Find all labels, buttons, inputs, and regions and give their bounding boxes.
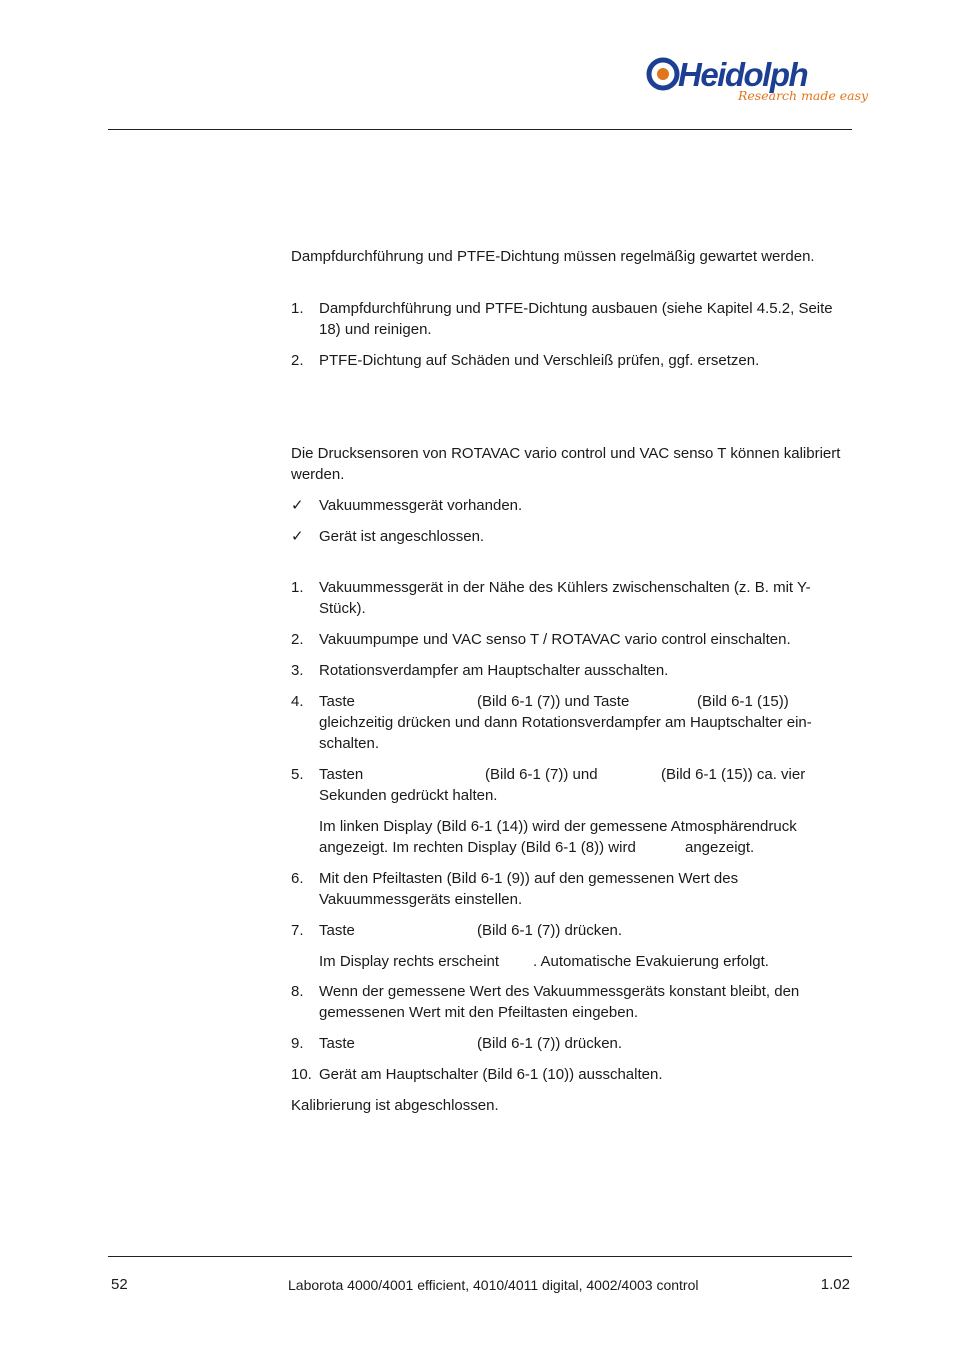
step-number: 9. [291,1035,304,1052]
step-text: (Bild 6-1 (15)) ca. vier [661,766,806,783]
step-text: Gerät am Hauptschalter (Bild 6-1 (10)) ausschalten. [319,1066,663,1083]
step-number: 2. [291,631,304,648]
step-text: Vakuumpumpe und VAC senso T / ROTAVAC vario control einschalten. [319,631,791,648]
heidolph-logo [640,50,869,114]
step-number: 4. [291,693,304,710]
step-text: Taste [319,922,355,939]
page-number: 52 [111,1276,128,1293]
logo-mark-icon [646,54,680,94]
step-note: Im Display rechts erscheint [319,953,500,970]
step-number: 5. [291,766,304,783]
footer-divider [108,1256,852,1257]
step-text: PTFE-Dichtung auf Schäden und Verschleiß prüfen, ggf. ersetzen. [319,352,760,369]
step-text: (Bild 6-1 (7)) und [485,766,598,783]
step-text: Wenn der gemessene Wert des Vakuummessgeräts konstant bleibt, den gemessenen Wert mit den Pfeiltasten eingeben. [319,983,800,1021]
step-text: (Bild 6-1 (7)) drücken. [477,922,623,939]
step-number: 1. [291,579,304,596]
step-text: Vakuummessgerät in der Nähe des Kühlers zwischenschalten (z. B. mit Y-Stück). [319,579,811,617]
step-text: Taste [319,1035,355,1052]
logo-wordmark: Heidolph [678,56,808,93]
step-note: angezeigt. Im rechten Display (Bild 6-1 (8)) wird [319,839,636,856]
logo-tagline: Research made easy [738,88,869,103]
step-note: . Automatische Evakuierung erfolgt. [533,953,769,970]
step-text: schalten. [319,735,380,752]
step-number: 8. [291,983,304,1000]
step-text: Taste [319,693,355,710]
prerequisite-text: Vakuummessgerät vorhanden. [319,497,523,514]
step-text: Rotationsverdampfer am Hauptschalter ausschalten. [319,662,669,679]
step-number: 1. [291,300,304,317]
version-number: 1.02 [820,1276,850,1293]
step-number: 7. [291,922,304,939]
step-note: angezeigt. [685,839,755,856]
step-number: 6. [291,870,304,887]
result-text: Kalibrierung ist abgeschlossen. [291,1097,499,1114]
step-note: Im linken Display (Bild 6-1 (14)) wird der gemessene Atmosphärendruck [319,818,797,835]
step-text: Mit den Pfeiltasten (Bild 6-1 (9)) auf den gemessenen Wert des Vakuummessgeräts einstellen. [319,870,739,908]
document-title: Laborota 4000/4001 efficient, 4010/4011 digital, 4002/4003 control [288,1277,699,1293]
section2-intro: Die Drucksensoren von ROTAVAC vario control und VAC senso T können kalibriert werden. [291,445,841,483]
step-text: Dampfdurchführung und PTFE-Dichtung ausbauen (siehe Kapitel 4.5.2, Seite 18) und reinigen. [319,300,833,338]
step-text: (Bild 6-1 (15)) [697,693,789,710]
prerequisite-text: Gerät ist angeschlossen. [319,528,485,545]
section1-intro: Dampfdurchführung und PTFE-Dichtung müssen regelmäßig gewartet werden. [291,248,815,265]
step-text: (Bild 6-1 (7)) und Taste [477,693,630,710]
step-number: 2. [291,352,304,369]
step-number: 10. [291,1066,312,1083]
step-text: Tasten [319,766,364,783]
checkmark-icon: ✓ [291,496,304,514]
step-text: Sekunden gedrückt halten. [319,787,498,804]
header-divider [108,129,852,130]
step-number: 3. [291,662,304,679]
step-text: (Bild 6-1 (7)) drücken. [477,1035,623,1052]
checkmark-icon: ✓ [291,527,304,545]
step-text: gleichzeitig drücken und dann Rotationsverdampfer am Hauptschalter ein- [319,714,812,731]
